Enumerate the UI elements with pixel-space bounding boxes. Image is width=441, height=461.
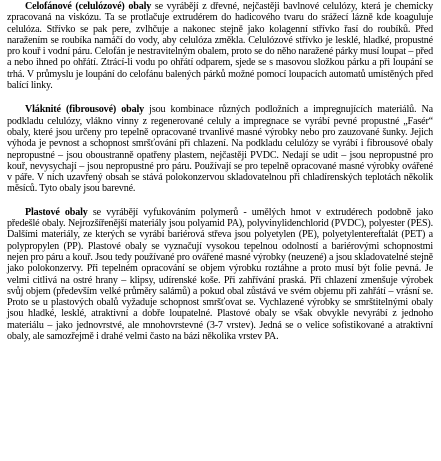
paragraph-lead-plastic: Plastové obaly [25, 206, 88, 218]
paragraph-body-fibrous: jsou kombinace různých podložních a impregnujících materiálů. Na podkladu celulózy, vlákno vinny z regenerované celuly a impregnace se vyrábí pevné propustné „Fasér“ obaly, které jsou určeny pro tepelně opracované trvanlivé masné výrobky nebo pro zauzované šunky. Jejich výhoda je pevnost a schopnost smršťování při chlazení. Na podkladu celulózy se vyrábí i fibrousové obaly nepropustné – jsou oboustranně opatřeny plastem, nejčastěji PVDC. Nedají se udit – jsou nepropustné pro kouř, nevysychají – jsou nepropustné pro páru. Používají se pro tepelně opracované masné výrobky ovářené v páře. V nich uzavřený obsah se stává polokonzervou skladovatelnou při chladírenských teplotách několik měsíců. Tyto obaly jsou barevné. [7, 104, 433, 195]
paragraph-lead-celophane: Celofánové (celulózové) obaly [25, 1, 152, 12]
paragraph-body-celophane: se vyrábějí z dřevné, nejčastěji bavlnové celulózy, která je chemicky zpracovaná na viskózu. Ta se protlačuje extrudérem do hadicového tvaru do srážecí lázně kde koaguluje celulóza. Střívko se pak pere, zvlhčuje a nakonec stejně jako kolagenní střívko řasí do roubíků. Před naražením se roubíka namáčí do vody, aby celulóza změkla. Celulózové střívko je lesklé, hladké, propustné pro kouř i vodní páru. Celofán je nestravitelným obalem, proto se do něho naražené párky musí loupat – před a nebo ihned po ohřátí. Ztrácí-li vodu po ohřátí odparem, sjede se s masovou složkou párku a při loupání se trhá. V průmyslu je loupání do celofánu balených párků možné pomocí loupacích automatů umístěných před balící linky. [7, 1, 433, 92]
paragraph-lead-fibrous: Vláknité (fibrousové) obaly [25, 104, 145, 116]
paragraph-celophane-casings [7, 1, 433, 91]
paragraph-plastic-casings [7, 207, 433, 343]
paragraph-body-plastic: se vyrábějí vyfukováním polymerů - umělých hmot v extrudérech podobně jako předešlé obaly. Nejrozšířenější materiály jsou polyamid PA), polyvinylidenchlorid (PVDC), polyester (PES). Dalšími materiály, ze kterých se vyrábí bariérová střeva jsou polyetylen (PE), polyetylentereftalát (PET) a polypropylen (PP). Plastové obaly se vyznačují vysokou tepelnou odolností a bariérovými schopnostmi nejen pro páru a kouř. Jsou tedy používané pro ovářené masné výrobky (neuzené) a jsou skladovatelné stejně jako polokonzervy. Při tepelném opracování se objem výrobku roztáhne a proto musí být folie pevná. Je velmi citlivá na ostré hrany – klipsy, udírenské koše. Při zahřívání praská. Při chlazení zmenšuje výrobek svůj objem (především velké průměry salámů) a pokud obal zůstává ve svém objemu při zahřátí – vrásní se. Proto se u plastových obalů vyžaduje schopnost smršťovat se. Vychlazené výrobky se smrštitelnými obaly jsou hladké, lesklé, atraktivní a dobře loupatelné. Plastové obaly se však obvykle nevyrábí z jednoho materiálu – jako jednovrstvé, ale mnohovrstevné (3-7 vrstev). Jedná se o velice sofistikované a atraktivní obaly, ale samozřejmě i drahé velmi často na bázi několika vrstev PA. [7, 206, 433, 343]
paragraph-fibrous-casings [7, 104, 433, 194]
